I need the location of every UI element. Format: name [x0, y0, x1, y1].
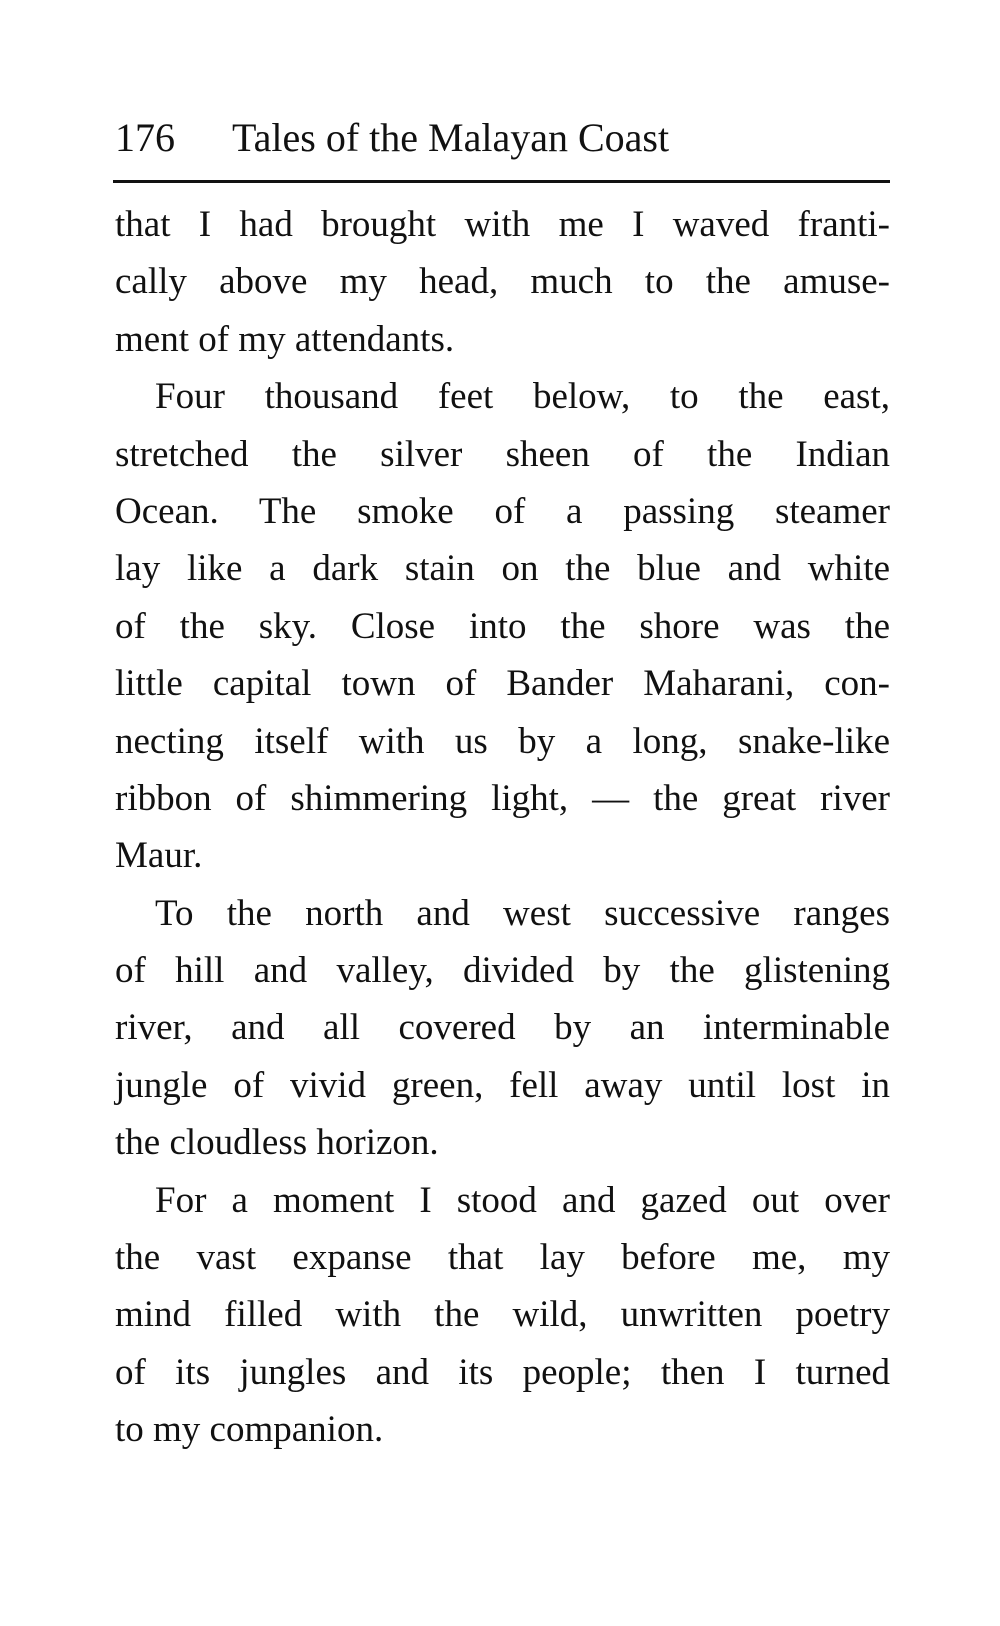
body-text — [115, 196, 890, 1459]
text-line: of its jungles and its people; then I turned — [115, 1351, 890, 1393]
text-line: For a moment I stood and gazed out over — [155, 1179, 890, 1221]
page-number: 176 — [115, 115, 175, 160]
text-line: ribbon of shimmering light, — the great river — [115, 777, 890, 819]
text-line: To the north and west successive ranges — [155, 892, 890, 934]
text-line: mind filled with the wild, unwritten poetry — [115, 1294, 890, 1336]
text-line: Four thousand feet below, to the east, — [155, 376, 890, 418]
text-line: river, and all covered by an interminable — [115, 1007, 890, 1049]
text-line: cally above my head, much to the amuse- — [115, 261, 890, 303]
text-line: little capital town of Bander Maharani, con- — [115, 663, 890, 705]
running-title: Tales of the Malayan Coast — [232, 115, 670, 160]
text-line: necting itself with us by a long, snake-like — [115, 720, 890, 762]
text-line: jungle of vivid green, fell away until lost in — [115, 1064, 890, 1106]
text-line: Ocean. The smoke of a passing steamer — [115, 490, 890, 532]
header-rule — [113, 180, 890, 183]
text-line: of hill and valley, divided by the glistening — [115, 950, 890, 992]
text-line: lay like a dark stain on the blue and white — [115, 548, 890, 590]
text-line: stretched the silver sheen of the Indian — [115, 433, 890, 475]
text-line: of the sky. Close into the shore was the — [115, 605, 890, 647]
text-line: that I had brought with me I waved franti- — [115, 204, 890, 245]
running-head — [115, 108, 890, 168]
text-line: the cloudless horizon. — [115, 1122, 439, 1164]
text-line: ment of my attendants. — [115, 318, 455, 360]
text-line: Maur. — [115, 835, 203, 877]
text-line: the vast expanse that lay before me, my — [115, 1237, 890, 1279]
text-line: to my companion. — [115, 1409, 384, 1451]
